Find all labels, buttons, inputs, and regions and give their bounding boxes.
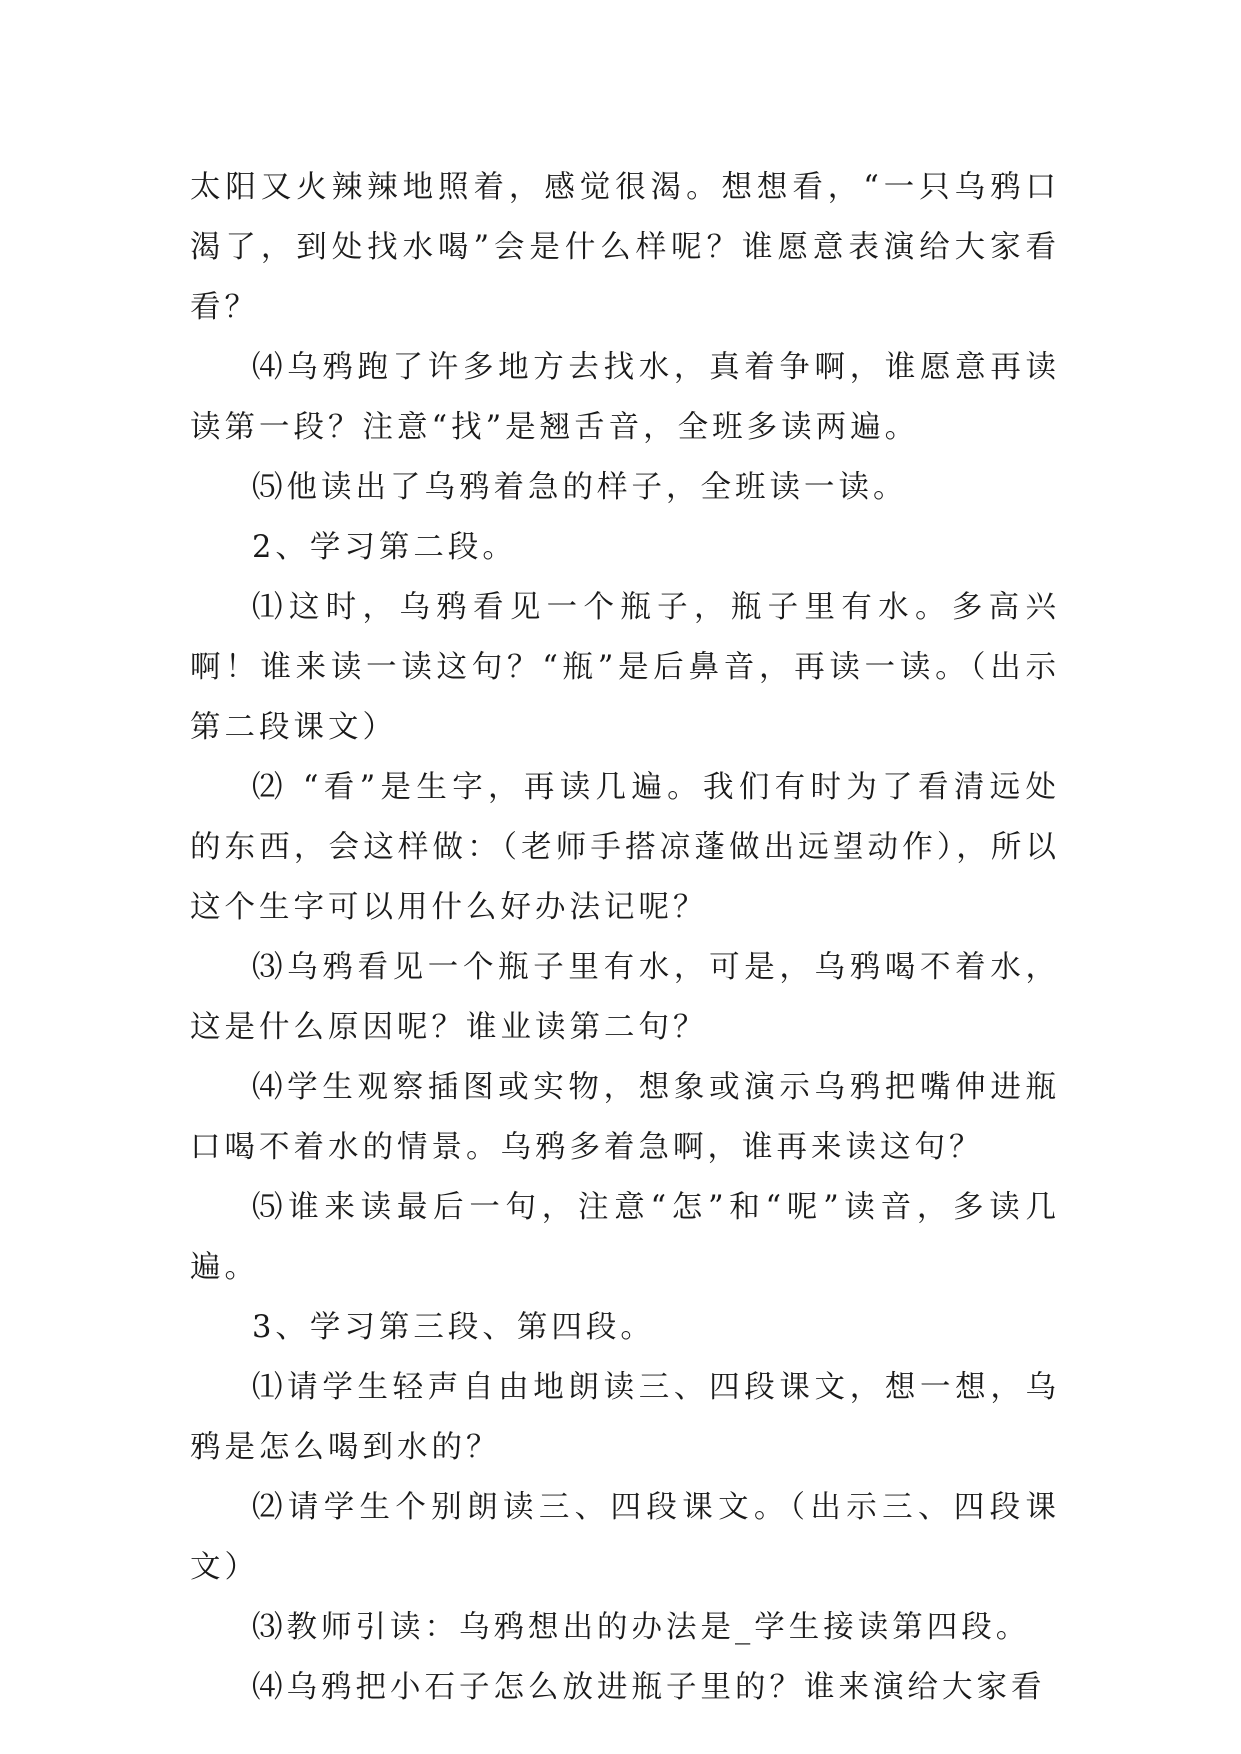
paragraph-3-step-2: ⑵请学生个别朗读三、四段课文。（出示三、四段课文） [190,1490,1060,1585]
paragraph-2-step-1: ⑴这时，乌鸦看见一个瓶子，瓶子里有水。多高兴啊！谁来读一读这句？“瓶”是后鼻音，再读一读。（出示第二段课文） [190,590,1060,745]
paragraph-step-5: ⑸他读出了乌鸦着急的样子，全班读一读。 [252,470,908,505]
section-heading-3: 3、学习第三段、第四段。 [252,1310,655,1345]
document-body [190,158,1060,1718]
paragraph-continuation: 太阳又火辣辣地照着，感觉很渴。想想看，“一只乌鸦口渴了，到处找水喝”会是什么样呢？谁愿意表演给大家看看？ [190,170,1060,325]
section-heading-2: 2、学习第二段。 [252,530,517,565]
paragraph-step-4: ⑷乌鸦跑了许多地方去找水，真着争啊，谁愿意再读读第一段？注意“找”是翘舌音，全班多读两遍。 [190,350,1060,445]
paragraph-2-step-3: ⑶乌鸦看见一个瓶子里有水，可是，乌鸦喝不着水，这是什么原因呢？谁业读第二句？ [190,950,1060,1045]
paragraph-2-step-2: ⑵ “看”是生字，再读几遍。我们有时为了看清远处的东西，会这样做：（老师手搭凉蓬做出远望动作），所以这个生字可以用什么好办法记呢？ [190,770,1060,925]
paragraph-3-step-4: ⑷乌鸦把小石子怎么放进瓶子里的？谁来演给大家看 [252,1670,1046,1705]
paragraph-2-step-4: ⑷学生观察插图或实物，想象或演示乌鸦把嘴伸进瓶口喝不着水的情景。乌鸦多着急啊，谁再来读这句？ [190,1070,1060,1165]
paragraph-3-step-1: ⑴请学生轻声自由地朗读三、四段课文，想一想，乌鸦是怎么喝到水的？ [190,1370,1060,1465]
paragraph-2-step-5: ⑸谁来读最后一句，注意“怎”和“呢”读音，多读几遍。 [190,1190,1060,1285]
paragraph-3-step-3: ⑶教师引读：乌鸦想出的办法是_学生接读第四段。 [252,1610,1031,1645]
